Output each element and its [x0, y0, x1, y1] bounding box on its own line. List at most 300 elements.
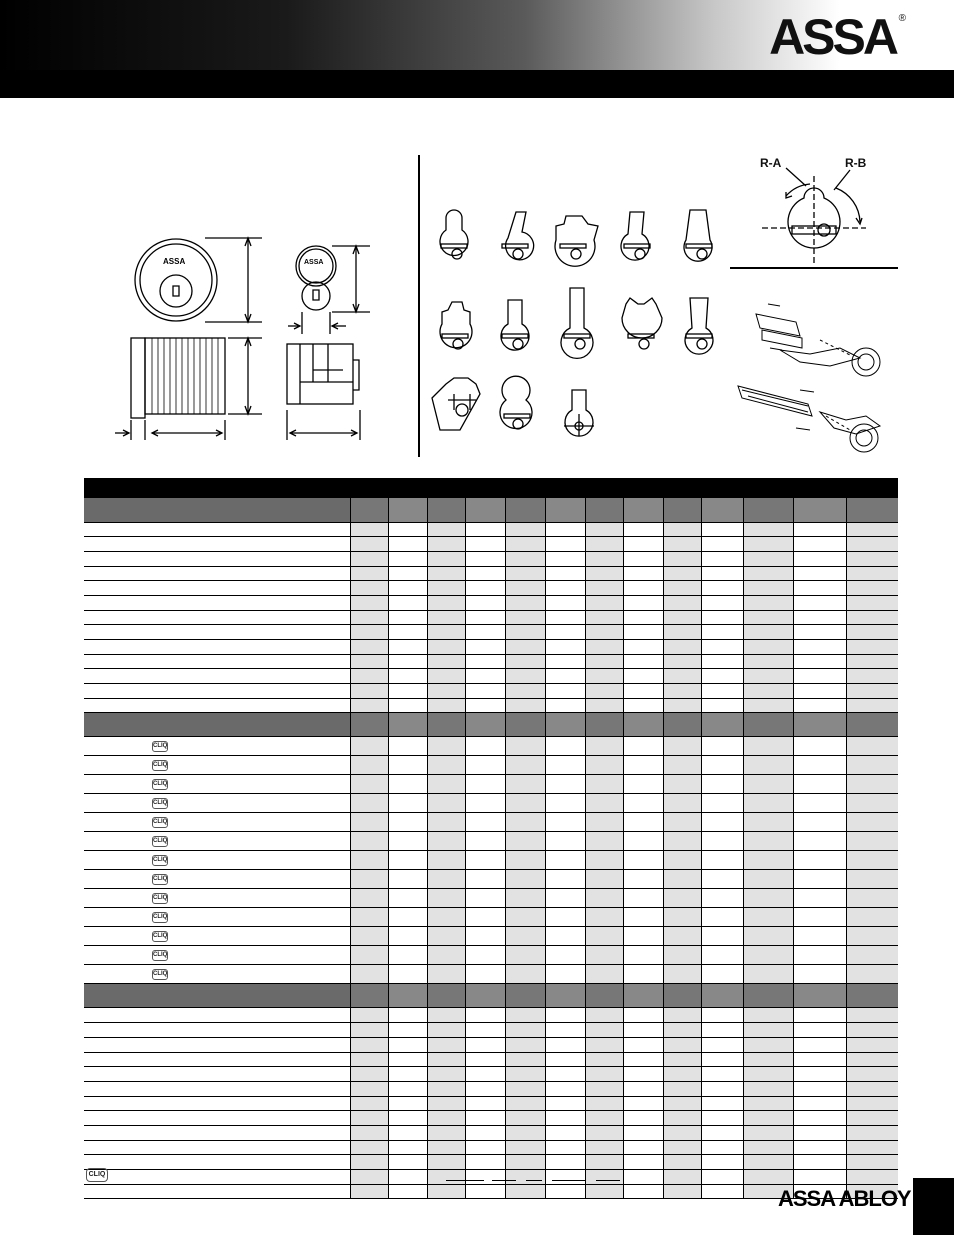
- table-cell: [743, 946, 793, 965]
- table-cell: [388, 984, 427, 1008]
- table-cell: [350, 870, 388, 889]
- table-cell: [663, 1184, 701, 1199]
- table-cell: [701, 870, 743, 889]
- table-cell: [846, 813, 898, 832]
- table-cell: [585, 851, 623, 870]
- table-cell: [743, 537, 793, 552]
- table-cell: [505, 625, 545, 640]
- table-cell: [585, 832, 623, 851]
- table-cell: [350, 756, 388, 775]
- table-cell: [846, 551, 898, 566]
- table-cell: [388, 1096, 427, 1111]
- table-cell: [846, 927, 898, 946]
- table-cell: [388, 870, 427, 889]
- table-cell: [545, 566, 585, 581]
- table-cell: [505, 756, 545, 775]
- table-cell: [663, 1023, 701, 1038]
- table-cell: [545, 1081, 585, 1096]
- table-cell: [585, 908, 623, 927]
- table-cell: [793, 946, 846, 965]
- table-cell: [793, 813, 846, 832]
- table-cell: [663, 965, 701, 984]
- table-cell: [623, 870, 663, 889]
- table-cell: [427, 1155, 465, 1170]
- table-cell: [846, 737, 898, 756]
- table-cell: [84, 832, 350, 851]
- table-row: [84, 775, 898, 794]
- table-cell: [663, 908, 701, 927]
- table-cell: [350, 1140, 388, 1155]
- table-cell: [545, 756, 585, 775]
- table-cell: [505, 498, 545, 522]
- table-cell: [84, 870, 350, 889]
- footer-rule: [552, 1180, 586, 1181]
- table-cell: [427, 522, 465, 537]
- table-cell: [505, 1096, 545, 1111]
- table-cell: [793, 889, 846, 908]
- table-cell: [585, 1081, 623, 1096]
- table-cell: [846, 610, 898, 625]
- table-cell: [743, 684, 793, 699]
- table-cell: [793, 1170, 846, 1185]
- table-cell: [84, 1052, 350, 1067]
- table-cell: [427, 813, 465, 832]
- table-cell: [545, 640, 585, 655]
- table-cell: [465, 595, 505, 610]
- table-cell: [388, 927, 427, 946]
- table-cell: [84, 581, 350, 596]
- label-ra: R-A: [760, 156, 782, 170]
- table-cell: [505, 1052, 545, 1067]
- table-cell: [585, 1008, 623, 1023]
- table-cell: [585, 610, 623, 625]
- table-cell: [663, 1067, 701, 1082]
- table-cell: [505, 669, 545, 684]
- table-cell: [663, 1111, 701, 1126]
- table-cell: [465, 756, 505, 775]
- table-cell: [623, 566, 663, 581]
- table-cell: [427, 794, 465, 813]
- table-cell: [427, 1170, 465, 1185]
- table-cell: [701, 1037, 743, 1052]
- table-cell: [743, 654, 793, 669]
- table-cell: [793, 654, 846, 669]
- table-cell: [505, 946, 545, 965]
- table-cell: [84, 522, 350, 537]
- table-cell: [465, 1052, 505, 1067]
- table-cell: [793, 581, 846, 596]
- table-cell: [545, 870, 585, 889]
- cliq-legend-icon: CLIQ: [86, 1168, 108, 1182]
- table-cell: [623, 1037, 663, 1052]
- table-cell: [793, 713, 846, 737]
- table-cell: [84, 1067, 350, 1082]
- table-cell: [701, 1023, 743, 1038]
- table-cell: [793, 965, 846, 984]
- table-cell: [388, 832, 427, 851]
- table-cell: [846, 1008, 898, 1023]
- table-cell: [846, 794, 898, 813]
- table-cell: [701, 1008, 743, 1023]
- table-cell: [84, 946, 350, 965]
- table-cell: [350, 1111, 388, 1126]
- table-cell: [701, 908, 743, 927]
- table-cell: [585, 889, 623, 908]
- table-cell: [545, 581, 585, 596]
- table-row: [84, 1067, 898, 1082]
- table-cell: [663, 625, 701, 640]
- table-cell: [350, 832, 388, 851]
- table-cell: [701, 537, 743, 552]
- table-cell: [701, 813, 743, 832]
- table-cell: [350, 889, 388, 908]
- table-cell: [350, 669, 388, 684]
- table-cell: [350, 946, 388, 965]
- table-cell: [350, 984, 388, 1008]
- table-cell: [84, 1184, 350, 1199]
- table-cell: [743, 581, 793, 596]
- table-cell: [743, 1111, 793, 1126]
- table-cell: [846, 1037, 898, 1052]
- table-cell: [545, 654, 585, 669]
- table-cell: [701, 1067, 743, 1082]
- table-cell: [585, 946, 623, 965]
- table-cell: [846, 684, 898, 699]
- table-cell: [505, 1170, 545, 1185]
- table-cell: [427, 851, 465, 870]
- table-cell: [701, 625, 743, 640]
- table-cell: [793, 870, 846, 889]
- table-cell: [623, 984, 663, 1008]
- table-cell: [585, 698, 623, 713]
- table-cell: [846, 1023, 898, 1038]
- table-cell: [663, 1155, 701, 1170]
- table-cell: [623, 1170, 663, 1185]
- table-cell: [350, 522, 388, 537]
- table-row: [84, 756, 898, 775]
- table-cell: [623, 1008, 663, 1023]
- table-cell: [388, 654, 427, 669]
- table-cell: [505, 1023, 545, 1038]
- table-cell: [84, 1096, 350, 1111]
- table-cell: [701, 713, 743, 737]
- table-cell: [585, 756, 623, 775]
- table-cell: [545, 908, 585, 927]
- cliq-badge-icon: CLIQ: [152, 969, 168, 980]
- table-cell: [388, 1184, 427, 1199]
- table-cell: [388, 684, 427, 699]
- table-cell: [545, 1096, 585, 1111]
- table-cell: [663, 984, 701, 1008]
- table-cell: [585, 794, 623, 813]
- table-cell: [743, 794, 793, 813]
- table-cell: [465, 498, 505, 522]
- table-cell: [465, 1067, 505, 1082]
- table-cell: [545, 625, 585, 640]
- table-cell: [350, 965, 388, 984]
- table-cell: [623, 1125, 663, 1140]
- table-cell: [743, 713, 793, 737]
- table-cell: [465, 908, 505, 927]
- cliq-badge-icon: CLIQ: [152, 836, 168, 847]
- table-cell: [793, 775, 846, 794]
- table-cell: [427, 1140, 465, 1155]
- table-cell: [545, 737, 585, 756]
- table-cell: [465, 610, 505, 625]
- table-cell: [846, 1170, 898, 1185]
- table-cell: [743, 908, 793, 927]
- table-cell: [84, 1170, 350, 1185]
- table-cell: [793, 737, 846, 756]
- table-row: [84, 684, 898, 699]
- cylinder-drawings: [0, 0, 954, 470]
- table-cell: [545, 1008, 585, 1023]
- table-cell: [505, 1184, 545, 1199]
- table-cell: [350, 581, 388, 596]
- table-cell: [743, 984, 793, 1008]
- table-cell: [84, 1037, 350, 1052]
- table-cell: [465, 1111, 505, 1126]
- table-row: [84, 946, 898, 965]
- table-cell: [793, 1023, 846, 1038]
- table-cell: [84, 756, 350, 775]
- table-cell: [585, 669, 623, 684]
- table-cell: [663, 946, 701, 965]
- specification-table: [84, 498, 898, 1199]
- table-cell: [84, 775, 350, 794]
- table-cell: [623, 813, 663, 832]
- table-cell: [388, 1125, 427, 1140]
- table-cell: [663, 794, 701, 813]
- table-cell: [701, 1170, 743, 1185]
- table-cell: [743, 1052, 793, 1067]
- table-cell: [793, 522, 846, 537]
- cliq-badge-icon: CLIQ: [152, 950, 168, 961]
- table-row: [84, 1140, 898, 1155]
- table-cell: [846, 1096, 898, 1111]
- registered-mark: ®: [898, 13, 906, 24]
- table-cell: [465, 1037, 505, 1052]
- table-cell: [701, 889, 743, 908]
- table-row: [84, 965, 898, 984]
- table-cell: [663, 551, 701, 566]
- table-cell: [505, 1140, 545, 1155]
- table-row: [84, 522, 898, 537]
- table-cell: [84, 551, 350, 566]
- table-cell: [663, 1052, 701, 1067]
- table-cell: [623, 1096, 663, 1111]
- table-cell: [663, 537, 701, 552]
- table-cell: [623, 625, 663, 640]
- table-cell: [388, 813, 427, 832]
- table-cell: [701, 1125, 743, 1140]
- table-cell: [545, 1067, 585, 1082]
- table-cell: [465, 566, 505, 581]
- table-cell: [846, 581, 898, 596]
- table-cell: [388, 551, 427, 566]
- table-cell: [585, 775, 623, 794]
- table-cell: [350, 1037, 388, 1052]
- table-cell: [545, 498, 585, 522]
- table-cell: [465, 625, 505, 640]
- table-cell: [545, 595, 585, 610]
- table-cell: [585, 522, 623, 537]
- table-row: [84, 1096, 898, 1111]
- table-cell: [350, 737, 388, 756]
- table-cell: [427, 498, 465, 522]
- table-cell: [350, 1184, 388, 1199]
- table-cell: [84, 851, 350, 870]
- table-cell: [465, 698, 505, 713]
- table-cell: [465, 889, 505, 908]
- table-cell: [465, 813, 505, 832]
- table-cell: [846, 756, 898, 775]
- table-cell: [350, 927, 388, 946]
- table-cell: [663, 595, 701, 610]
- table-section-header: [84, 498, 898, 522]
- table-cell: [350, 1023, 388, 1038]
- table-cell: [743, 610, 793, 625]
- table-cell: [84, 1140, 350, 1155]
- table-cell: [84, 654, 350, 669]
- table-cell: [388, 1037, 427, 1052]
- table-cell: [585, 927, 623, 946]
- table-cell: [84, 984, 350, 1008]
- table-cell: [585, 984, 623, 1008]
- table-cell: [793, 927, 846, 946]
- table-cell: [350, 640, 388, 655]
- table-cell: [545, 522, 585, 537]
- table-cell: [84, 927, 350, 946]
- table-cell: [663, 1037, 701, 1052]
- table-cell: [663, 1081, 701, 1096]
- table-cell: [465, 794, 505, 813]
- table-cell: [388, 625, 427, 640]
- table-cell: [350, 1052, 388, 1067]
- table-cell: [743, 1081, 793, 1096]
- table-cell: [84, 737, 350, 756]
- table-cell: [545, 537, 585, 552]
- table-cell: [623, 1155, 663, 1170]
- table-cell: [465, 654, 505, 669]
- table-cell: [84, 908, 350, 927]
- table-cell: [465, 1184, 505, 1199]
- table-cell: [585, 965, 623, 984]
- table-cell: [701, 698, 743, 713]
- table-cell: [505, 566, 545, 581]
- table-cell: [84, 794, 350, 813]
- table-cell: [585, 498, 623, 522]
- table-cell: [585, 654, 623, 669]
- table-cell: [350, 794, 388, 813]
- table-cell: [585, 1067, 623, 1082]
- table-cell: [701, 566, 743, 581]
- table-cell: [701, 1081, 743, 1096]
- table-cell: [84, 698, 350, 713]
- table-cell: [743, 1140, 793, 1155]
- table-cell: [585, 713, 623, 737]
- table-cell: [846, 698, 898, 713]
- table-cell: [663, 851, 701, 870]
- table-cell: [623, 737, 663, 756]
- table-cell: [388, 794, 427, 813]
- table-cell: [793, 756, 846, 775]
- table-cell: [465, 551, 505, 566]
- table-cell: [84, 610, 350, 625]
- table-cell: [465, 984, 505, 1008]
- table-cell: [465, 1023, 505, 1038]
- footer-rule: [526, 1180, 542, 1181]
- table-cell: [505, 1081, 545, 1096]
- table-cell: [743, 870, 793, 889]
- table-cell: [465, 870, 505, 889]
- diagram-separator: [730, 267, 898, 269]
- table-cell: [465, 1170, 505, 1185]
- table-cell: [505, 927, 545, 946]
- table-row: [84, 581, 898, 596]
- assa-abloy-logo: ASSA ABLOY: [778, 1186, 911, 1211]
- table-cell: [505, 522, 545, 537]
- table-cell: [663, 889, 701, 908]
- table-row: [84, 654, 898, 669]
- table-cell: [663, 498, 701, 522]
- cliq-badge-icon: CLIQ: [152, 855, 168, 866]
- table-cell: [623, 640, 663, 655]
- table-cell: [743, 927, 793, 946]
- table-cell: [623, 832, 663, 851]
- drawing-divider: [418, 155, 420, 457]
- table-cell: [701, 965, 743, 984]
- table-cell: [427, 1052, 465, 1067]
- table-cell: [388, 669, 427, 684]
- cliq-badge-icon: CLIQ: [152, 798, 168, 809]
- cliq-badge-icon: CLIQ: [152, 912, 168, 923]
- table-cell: [623, 522, 663, 537]
- table-cell: [427, 1096, 465, 1111]
- table-cell: [505, 1067, 545, 1082]
- table-cell: [350, 625, 388, 640]
- table-cell: [465, 851, 505, 870]
- table-cell: [427, 946, 465, 965]
- table-cell: [388, 1067, 427, 1082]
- table-cell: [505, 537, 545, 552]
- table-cell: [505, 984, 545, 1008]
- table-cell: [701, 498, 743, 522]
- table-cell: [585, 1155, 623, 1170]
- table-cell: [663, 927, 701, 946]
- table-cell: [846, 498, 898, 522]
- label-rb: R-B: [845, 156, 867, 170]
- table-cell: [623, 595, 663, 610]
- table-cell: [793, 640, 846, 655]
- svg-text:ASSA: ASSA: [163, 257, 186, 266]
- table-cell: [623, 965, 663, 984]
- table-cell: [846, 625, 898, 640]
- table-cell: [585, 537, 623, 552]
- table-cell: [793, 698, 846, 713]
- table-cell: [505, 851, 545, 870]
- cliq-badge-icon: CLIQ: [152, 931, 168, 942]
- table-cell: [743, 595, 793, 610]
- table-cell: [427, 684, 465, 699]
- table-cell: [701, 984, 743, 1008]
- table-cell: [505, 581, 545, 596]
- table-cell: [427, 625, 465, 640]
- table-cell: [427, 965, 465, 984]
- table-cell: [585, 595, 623, 610]
- table-cell: [623, 551, 663, 566]
- table-cell: [623, 537, 663, 552]
